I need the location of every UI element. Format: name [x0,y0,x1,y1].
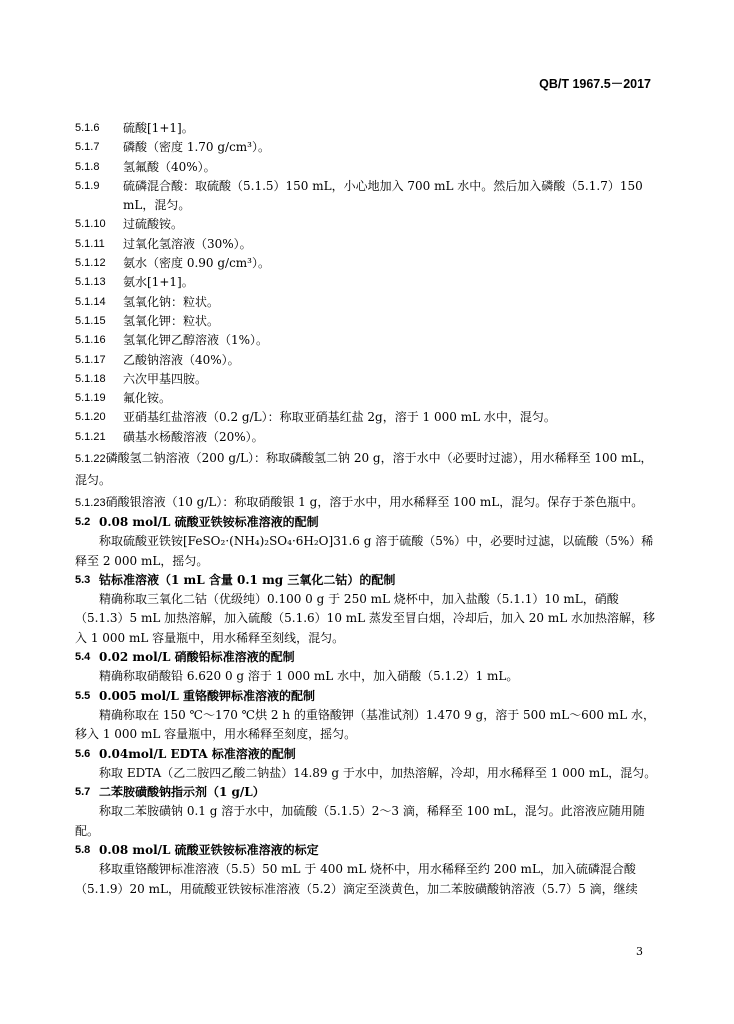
section-heading [75,841,663,860]
list-item [75,254,663,273]
item-number: 5.1.10 [75,218,106,231]
section-title: 0.08 mol/L 硫酸亚铁铵标准溶液的配制 [99,514,319,529]
section-title: 0.08 mol/L 硫酸亚铁铵标准溶液的标定 [99,842,319,857]
section-body: 精确称取在 150 ℃～170 ℃烘 2 h 的重铬酸钾（基准试剂）1.470 9 g，溶于 500 mL～600 mL 水，移入 1 000 mL 容量瓶中，用水稀释至刻度，摇匀。 [75,707,655,742]
list-item [75,428,663,447]
page-number: 3 [636,945,643,958]
section-body: 精确称取三氧化二钴（优级纯）0.100 0 g 于 250 mL 烧杯中，加入盐酸（5.1.1）10 mL，硝酸（5.1.3）5 mL 加热溶解，加入硫酸（5.1.6）10 mL 蒸发至冒白烟，冷却后，加入 20 mL 水加热溶解，移入 1 000 mL 容量瓶中，用水稀释至刻线，混匀。 [75,592,655,645]
section-heading [75,783,663,802]
item-text: 磺基水杨酸溶液（20%）。 [123,429,264,444]
section-number: 5.4 [75,651,91,664]
document-body [75,119,663,899]
item-text: 硫酸[1+1]。 [123,121,194,135]
item-number: 5.1.6 [75,122,100,134]
item-text: 氨水[1+1]。 [123,275,194,290]
list-item [75,351,663,370]
item-text: 过氧化氢溶液（30%）。 [123,236,252,251]
item-text: 氟化铵。 [123,391,172,406]
reagent-list [75,119,663,447]
item-number: 5.1.12 [75,257,106,270]
item-text: 亚硝基红盐溶液（0.2 g/L）：称取亚硝基红盐 2g，溶于 1 000 mL 水中，混匀。 [123,410,556,425]
section-title: 0.02 mol/L 硝酸铅标准溶液的配制 [99,650,295,665]
section-number: 5.5 [75,689,91,702]
section-heading [75,648,663,667]
item-text: 乙酸钠溶液（40%）。 [123,352,240,367]
item-number: 5.1.19 [75,392,106,405]
item-text: 氢氧化钾乙醇溶液（1%）。 [123,333,269,348]
section-body: 称取 EDTA（乙二胺四乙酸二钠盐）14.89 g 于水中，加热溶解，冷却，用水稀释至 1 000 mL，混匀。 [99,765,657,780]
item-number: 5.1.16 [75,334,106,347]
section-title: 二苯胺磺酸钠指示剂（1 g/L） [99,785,265,800]
item-number: 5.1.18 [75,372,106,385]
list-item [75,370,663,389]
standard-code: QB/T 1967.5－2017 [539,77,651,91]
list-item [75,273,663,292]
item-number: 5.1.13 [75,276,106,289]
section-heading [75,687,663,706]
item-text: 过硫酸铵。 [123,217,184,232]
list-item [75,293,663,312]
section-body: 称取二苯胺磺钠 0.1 g 溶于水中，加硫酸（5.1.5）2～3 滴，稀释至 100 mL，混匀。此溶液应随用随配。 [75,804,645,838]
list-item [75,215,663,234]
list-item [75,389,663,408]
list-item [75,408,663,427]
list-item [75,138,663,157]
section-title: 0.04mol/L EDTA 标准溶液的配制 [99,746,296,761]
section-title: 0.005 mol/L 重铬酸钾标准溶液的配制 [99,688,316,703]
item-text: 氢氟酸（40%）。 [123,159,216,174]
section-body: 精确称取硝酸铅 6.620 0 g 溶于 1 000 mL 水中，加入硝酸（5.1.2）1 mL。 [99,669,519,684]
item-text: 六次甲基四胺。 [123,371,208,386]
section-heading [75,513,663,532]
item-text: 氢氧化钾：粒状。 [123,313,220,328]
list-item-5-1-22 [75,447,663,491]
list-item [75,312,663,331]
item-number: 5.1.9 [75,179,100,192]
item-text: 氨水（密度 0.90 g/cm³）。 [123,256,270,271]
item-number: 5.1.17 [75,353,106,366]
item-number: 5.1.21 [75,430,106,443]
item-number: 5.1.22 [75,453,106,466]
item-text: 硫磷混合酸：取硫酸（5.1.5）150 mL，小心地加入 700 mL 水中。然后加入磷酸（5.1.7）150 mL，混匀。 [123,178,647,213]
item-number: 5.1.14 [75,295,106,308]
list-item [75,331,663,350]
list-item [75,235,663,254]
list-item [75,177,663,216]
section-number: 5.3 [75,573,91,586]
section-title: 钴标准溶液（1 mL 含量 0.1 mg 三氧化二钴）的配制 [99,572,396,587]
list-item [75,158,663,177]
section-body: 移取重铬酸钾标准溶液（5.5）50 mL 于 400 mL 烧杯中，用水稀释至约 200 mL，加入硫磷混合酸（5.1.9）20 mL，用硫酸亚铁铵标准溶液（5.2）滴定至淡黄色，加二苯胺磺酸钠溶液（5.7）5 滴，继续 [75,862,638,896]
section-number: 5.7 [75,786,91,799]
item-number: 5.1.11 [75,237,105,250]
item-number: 5.1.8 [75,160,100,173]
section-number: 5.8 [75,843,91,856]
item-number: 5.1.15 [75,314,106,327]
section-heading [75,745,663,764]
section-heading [75,571,663,590]
item-text: 氢氧化钠：粒状。 [123,294,220,309]
sections [75,513,663,899]
list-item-5-1-23 [75,491,663,513]
item-number: 5.1.7 [75,141,100,154]
section-number: 5.6 [75,747,91,760]
section-body: 称取硫酸亚铁铵[FeSO₂·(NH₄)₂SO₄·6H₂O]31.6 g 溶于硫酸（5%）中，必要时过滤，以硫酸（5%）稀释至 2 000 mL，摇匀。 [75,534,654,568]
item-text: 磷酸氢二钠溶液（200 g/L）：称取磷酸氢二钠 20 g，溶于水中（必要时过滤），用水稀释至 100 mL，混匀。 [75,451,653,488]
section-number: 5.2 [75,515,91,528]
item-text: 磷酸（密度 1.70 g/cm³）。 [123,140,270,155]
list-item [75,119,663,138]
item-text: 硝酸银溶液（10 g/L）：称取硝酸银 1 g，溶于水中，用水稀释至 100 mL，混匀。保存于茶色瓶中。 [105,494,644,509]
item-number: 5.1.20 [75,411,106,424]
item-number: 5.1.23 [75,496,106,509]
